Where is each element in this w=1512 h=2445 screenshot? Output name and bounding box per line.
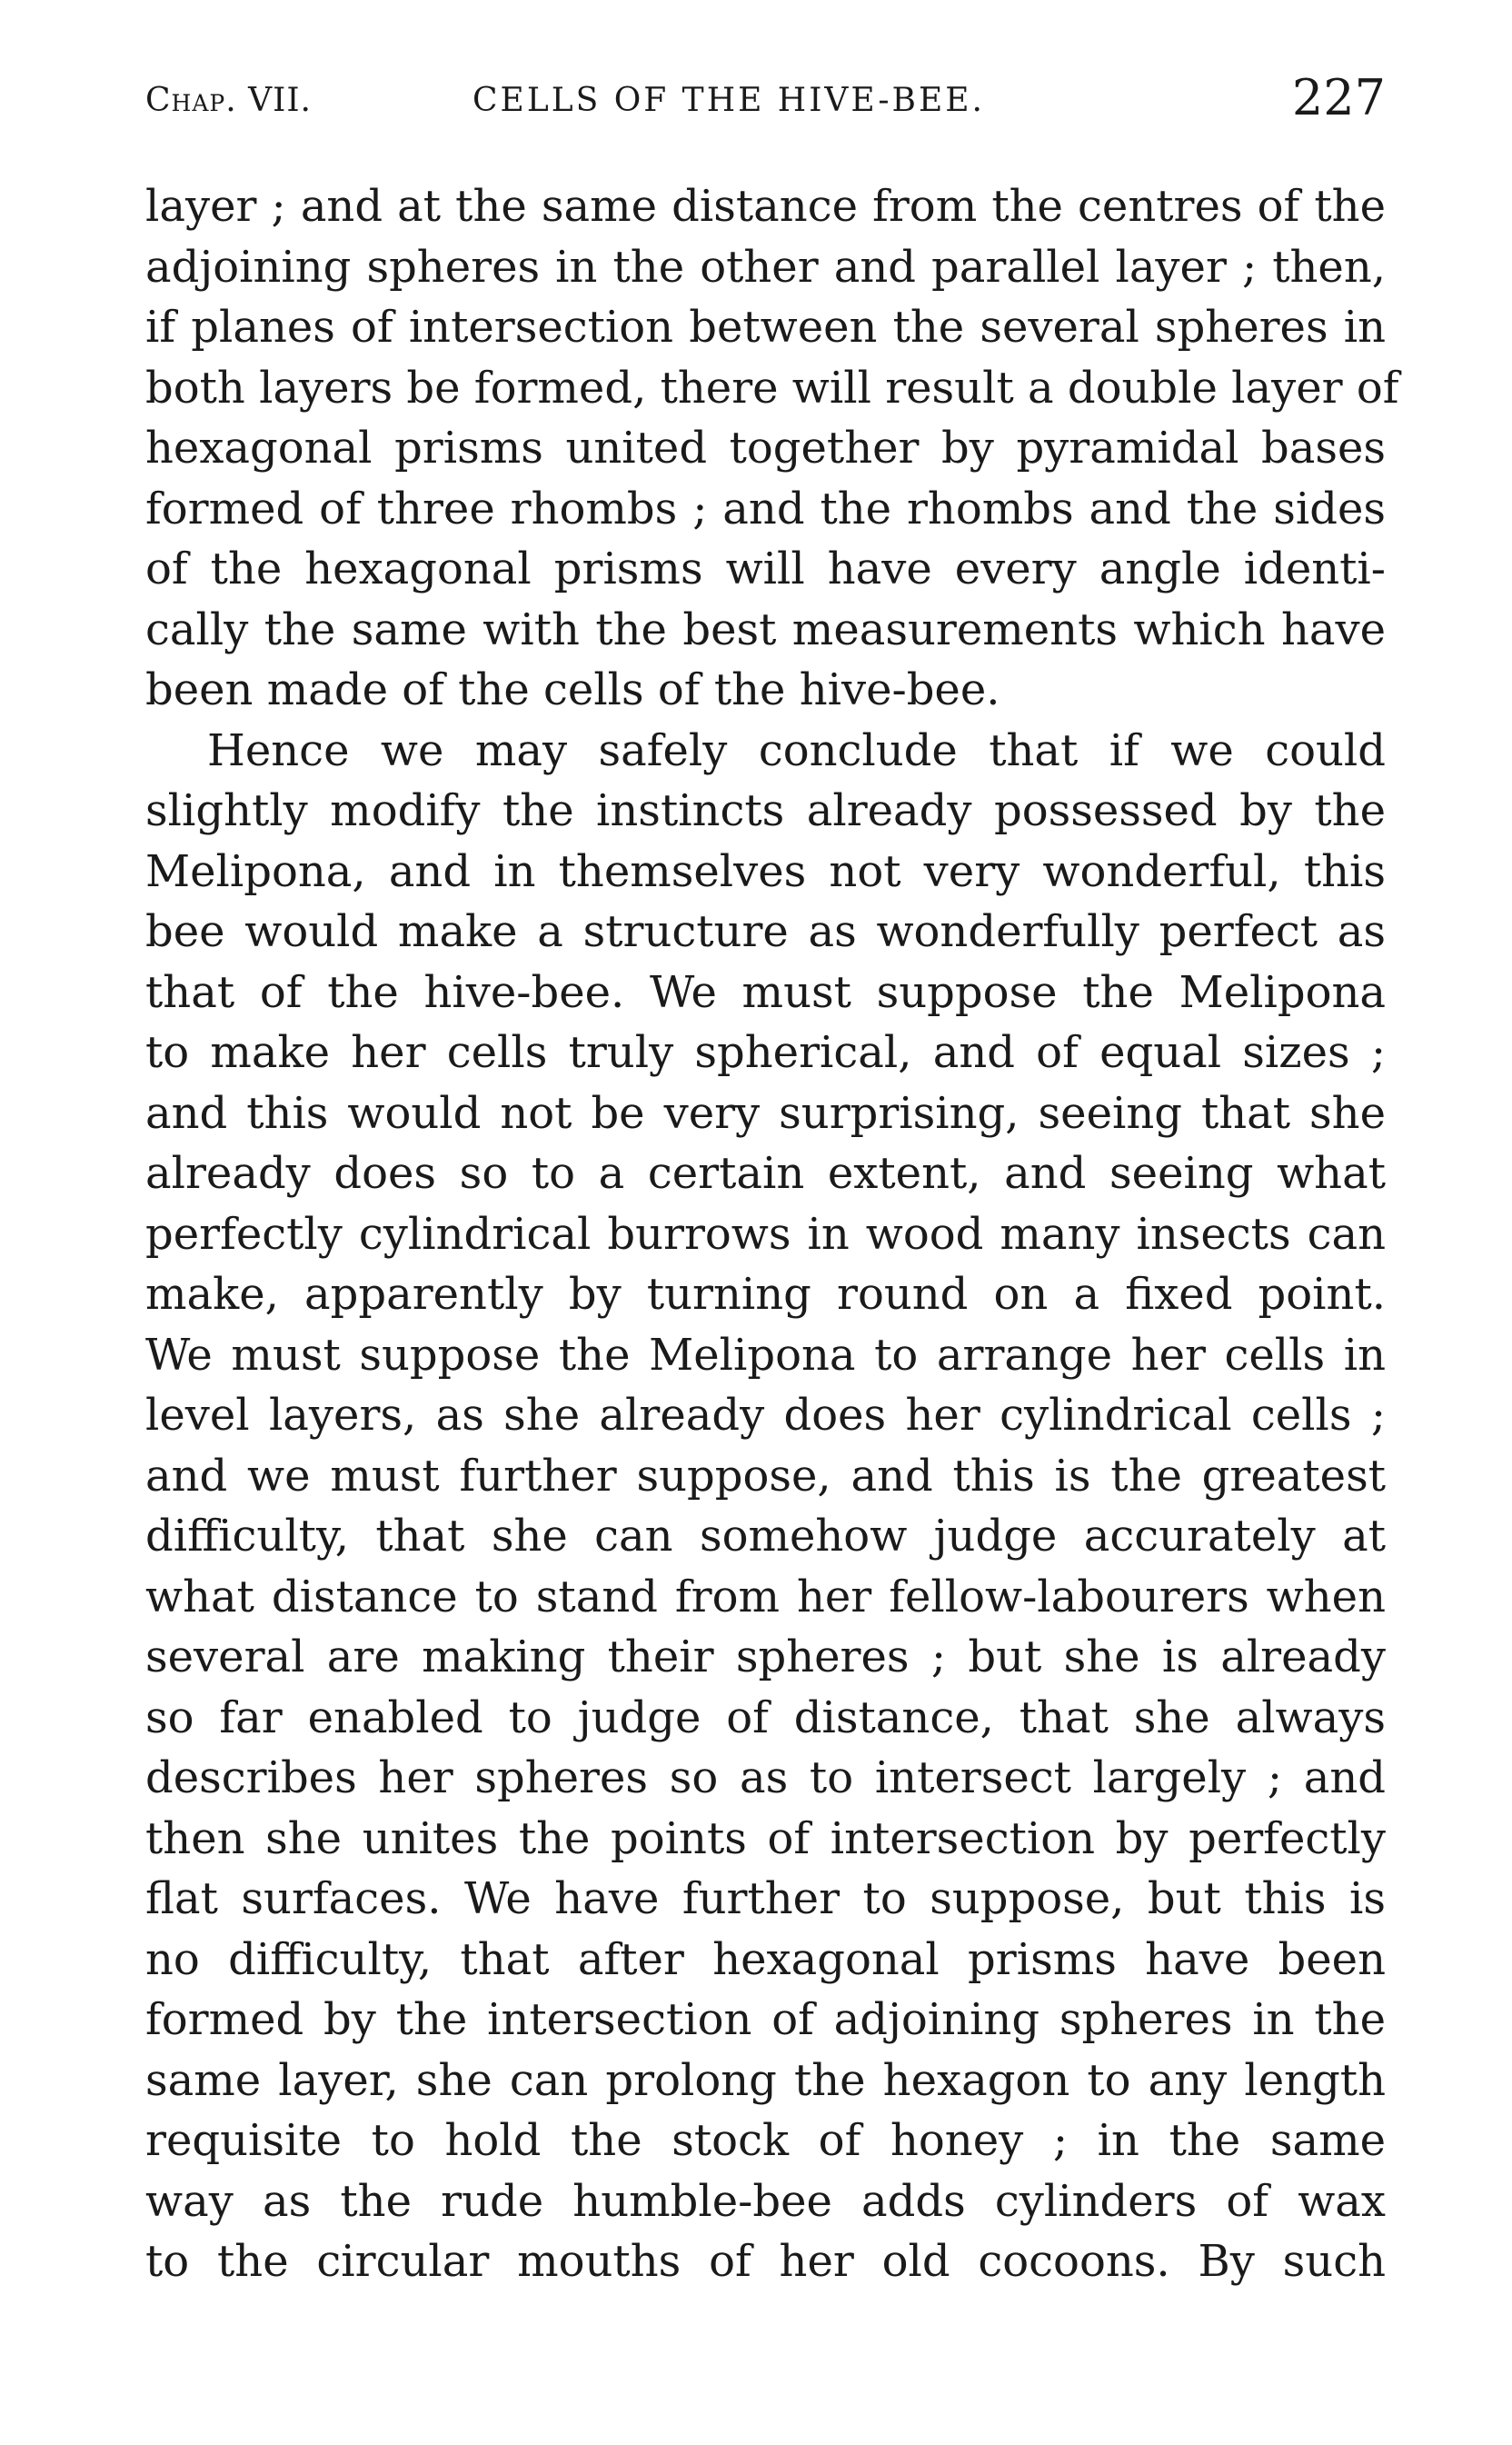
text-line: to the circular mouths of her old cocoons. By such [145,2236,1386,2287]
text-line: difficulty, that she can somehow judge accurately at [145,1511,1386,1562]
text-line: of the hexagonal prisms will have every angle identi- [145,544,1386,594]
text-line: been made of the cells of the hive-bee. [145,664,1000,715]
text-line: that of the hive-bee. We must suppose the Melipona [145,966,1386,1018]
text-line: hexagonal prisms united together by pyramidal bases [145,423,1386,474]
text-line: bee would make a structure as wonderfully perfect as [145,906,1386,957]
page-number: 227 [1291,69,1386,126]
text-line: and we must further suppose, and this is the greatest [145,1450,1386,1502]
text-line: We must suppose the Melipona to arrange her cells in [145,1329,1386,1381]
text-line: several are making their spheres ; but she is already [145,1632,1386,1682]
chapter-label: Chap. VII. [145,82,312,119]
text-line: flat surfaces. We have further to suppose, but this is [145,1873,1386,1924]
text-line: Melipona, and in themselves not very wonderful, this [145,845,1386,897]
text-line: what distance to stand from her fellow-labourers when [145,1571,1386,1622]
text-line: and this would not be very surprising, seeing that she [145,1087,1386,1139]
text-line: same layer, she can prolong the hexagon to any length [145,2054,1386,2106]
text-line: then she unites the points of intersection by perfectly [145,1812,1386,1864]
text-line: formed of three rhombs ; and the rhombs and the sides [145,483,1386,534]
text-line: already does so to a certain extent, and seeing what [145,1148,1386,1199]
text-line: adjoining spheres in the other and parallel layer ; then, [145,241,1386,293]
text-line: requisite to hold the stock of honey ; in the same [145,2115,1386,2166]
text-line: if planes of intersection between the several spheres in [145,302,1386,353]
text-line: layer ; and at the same distance from the centres of the [145,181,1386,232]
text-line: level layers, as she already does her cylindrical cells ; [145,1390,1386,1441]
text-line: describes her spheres so as to intersect largely ; and [145,1752,1386,1803]
body-text [145,176,1399,2292]
text-line: perfectly cylindrical burrows in wood many insects can [145,1208,1386,1260]
text-line: formed by the intersection of adjoining spheres in the [145,1994,1386,2045]
text-line: so far enabled to judge of distance, that she always [145,1692,1386,1743]
text-line: to make her cells truly spherical, and of equal sizes ; [145,1027,1386,1078]
text-line: way as the rude humble-bee adds cylinders of wax [145,2175,1386,2227]
chapter-title: CELLS OF THE HIVE-BEE. [472,82,985,119]
text-line: make, apparently by turning round on a fixed point. [145,1269,1386,1320]
text-line: both layers be formed, there will result a double layer of [145,362,1399,414]
text-line: slightly modify the instincts already possessed by the [145,785,1386,836]
text-line: cally the same with the best measurements which have [145,604,1386,655]
text-line: Hence we may safely conclude that if we could [207,724,1386,776]
text-line: no difficulty, that after hexagonal prisms have been [145,1933,1386,1985]
running-head [145,64,1386,145]
